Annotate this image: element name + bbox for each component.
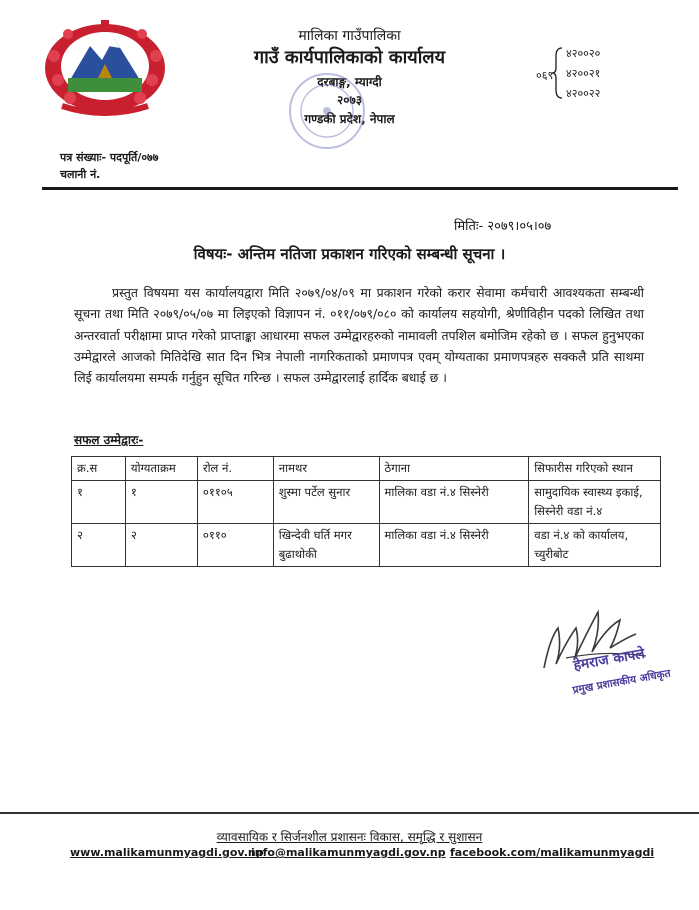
table-header-row [72,457,661,481]
table-cell: २ [72,524,126,567]
phone-area-code: ०६९ [536,69,554,82]
column-header: ठेगाना [379,457,529,481]
table-row [72,524,661,567]
letter-date: मितिः- २०७९।०५।०७ [454,219,552,234]
province-country: गण्डकी प्रदेश, नेपाल [304,112,395,126]
footer-divider [0,812,699,814]
successful-candidates-heading: सफल उम्मेद्वारः- [74,433,144,447]
municipality-name: मालिका गाउँपालिका [298,28,401,44]
table-row [72,481,661,524]
letter-subject: विषयः- अन्तिम नतिजा प्रकाशन गरिएको सम्बन्धी सूचना । [193,245,506,263]
results-table [71,456,661,567]
phone-number: ४२००२१ [566,67,601,80]
table-cell: शुस्मा पर्टेल सुनार [273,481,379,524]
column-header: सिफारीस गरिएको स्थान [529,457,661,481]
table-cell: मालिका वडा नं.४ सिस्नेरी [379,481,529,524]
dispatch-number: चलानी नं. [60,168,101,181]
letter-body: प्रस्तुत विषयमा यस कार्यालयद्वारा मिति २०७९/०४/०९ मा प्रकाशन गरेको करार सेवामा कर्मचारी आवश्यकता सम्बन्धी सूचना तथा मिति २०७९/०५/०७ मा लिइएको विज्ञापन नं. ०११/०७९/०८० को कार्यालय सहयोगी, श्रेणीविहीन पदको लिखित तथा अन्तरवार्ता परीक्षामा प्राप्त गरेको प्राप्ताङ्का आधारमा सफल उम्मेद्वारहरुको नामावली तपशिल बमोजिम रहेको छ । सफल हुनुभएका उम्मेद्वारले आजको मितिदेखि सात दिन भित्र नेपाली नागरिकताको प्रमाणपत्र एवम् योग्यताका प्रमाणपत्रहरु सक्कलै प्रति साथमा लिई कार्यालयमा सम्पर्क गर्नुहुन सूचित गरिन्छ । सफल उम्मेद्वारलाई हार्दिक बधाई छ । [74,285,644,386]
header-divider [42,187,678,190]
table-cell: खिन्देवी घर्ति मगर बुढाथोकी [273,524,379,567]
table-cell: सामुदायिक स्वास्थ्य इकाई, सिस्नेरी वडा नं.४ [529,481,661,524]
letter-reference-number: पत्र संख्याः- पदपूर्ति/०७७ [60,151,159,164]
table-cell: १ [72,481,126,524]
table-cell: ०११० [197,524,273,567]
table-cell: मालिका वडा नं.४ सिस्नेरी [379,524,529,567]
column-header: नामथर [273,457,379,481]
established-year: २०७३ [337,93,362,107]
table-cell: १ [125,481,197,524]
table-cell: ०११०५ [197,481,273,524]
office-stamp-icon [272,70,382,152]
website-link[interactable]: www.malikamunmyagdi.gov.np [70,846,264,859]
column-header: रोल नं. [197,457,273,481]
phone-number: ४२००२० [566,47,601,60]
column-header: योग्यताक्रम [125,457,197,481]
column-header: क्र.स [72,457,126,481]
facebook-link[interactable]: facebook.com/malikamunmyagdi [450,846,655,859]
brace-icon [552,46,564,100]
office-name: गाउँ कार्यपालिकाको कार्यालय [253,47,446,68]
signatory-title: प्रमुख प्रशासकीय अधिकृत [571,667,672,697]
table-cell: वडा नं.४ को कार्यालय, च्युरीबोट [529,524,661,567]
signatory-name: हेमराज काफ्ले [572,645,646,675]
office-address: दरबाङ्ग, म्याग्दी [317,75,382,89]
footer-motto: व्यावसायिक र सिर्जनशील प्रशासनः विकास, समृद्धि र सुशासन [216,830,483,844]
table-cell: २ [125,524,197,567]
phone-number: ४२००२२ [566,87,601,100]
email-link[interactable]: info@malikamunmyagdi.gov.np [251,846,446,859]
